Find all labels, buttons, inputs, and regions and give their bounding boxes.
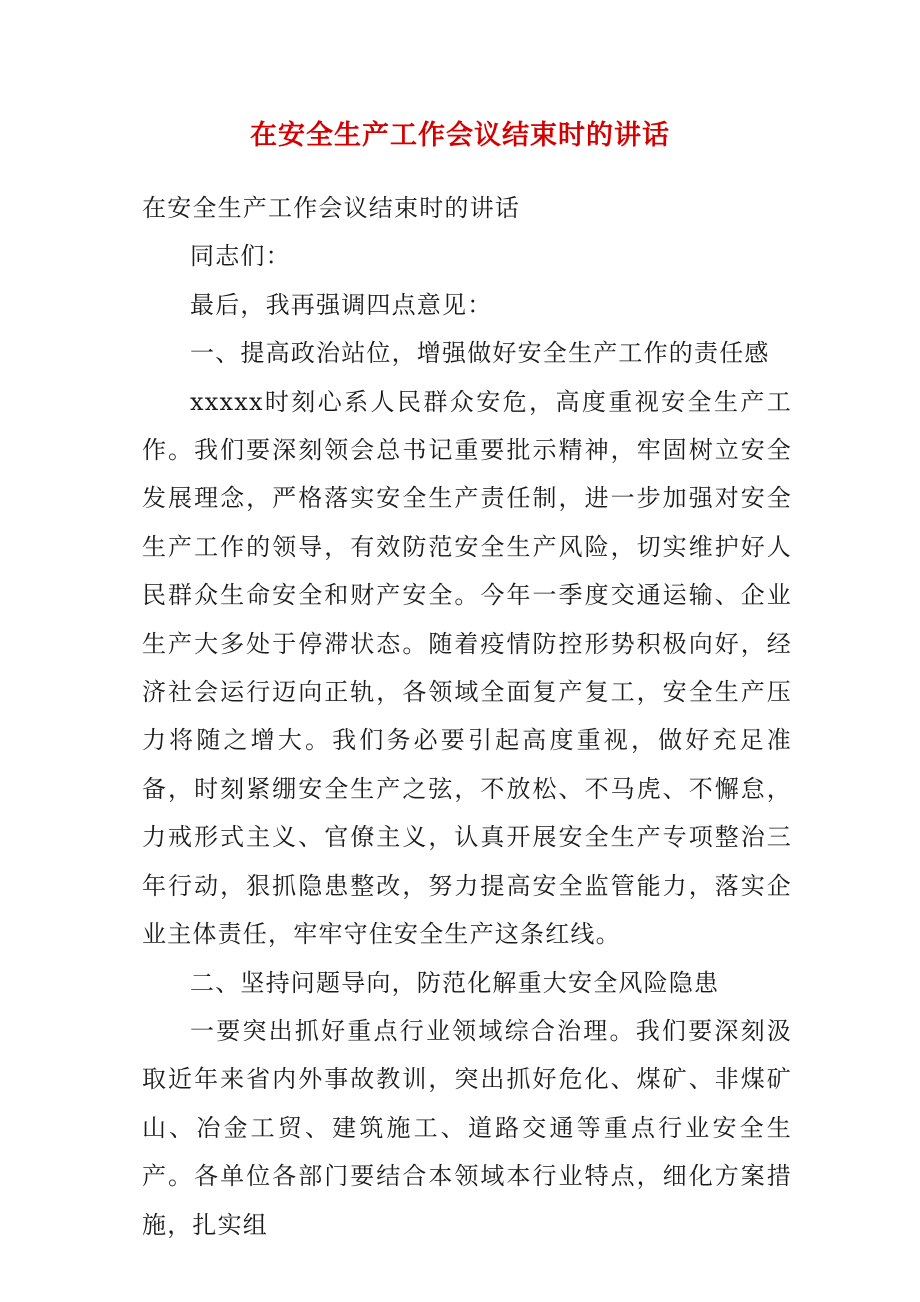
section-2-paragraph: 一要突出抓好重点行业领域综合治理。我们要深刻汲取近年来省内外事故教训，突出抓好危化、煤矿、非煤矿山、冶金工贸、建筑施工、道路交通等重点行业安全生产。各单位各部门要结合本领域本行业特点，细化方案措施，扎实组	[142, 1016, 792, 1239]
document-title: 在安全生产工作会议结束时的讲话	[250, 120, 670, 151]
document-subtitle: 在安全生产工作会议结束时的讲话	[142, 194, 520, 222]
section-2-heading: 二、坚持问题导向，防范化解重大安全风险隐患	[190, 968, 720, 997]
section-1-heading: 一、提高政治站位，增强做好安全生产工作的责任感	[190, 339, 770, 368]
document-body	[142, 184, 792, 1249]
intro-paragraph: 最后，我再强调四点意见：	[190, 290, 493, 319]
salutation: 同志们：	[190, 242, 291, 271]
section-1-paragraph: xxxxx时刻心系人民群众安危，高度重视安全生产工作。我们要深刻领会总书记重要批示精神，牢固树立安全发展理念，严格落实安全生产责任制，进一步加强对安全生产工作的领导，有效防范安全生产风险，切实维护好人民群众生命安全和财产安全。今年一季度交通运输、企业生产大多处于停滞状态。随着疫情防控形势积极向好，经济社会运行迈向正轨，各领域全面复产复工，安全生产压力将随之增大。我们务必要引起高度重视，做好充足准备，时刻紧绷安全生产之弦，不放松、不马虎、不懈怠，力戒形式主义、官僚主义，认真开展安全生产专项整治三年行动，狠抓隐患整改，努力提高安全监管能力，落实企业主体责任，牢牢守住安全生产这条红线。	[142, 387, 792, 949]
